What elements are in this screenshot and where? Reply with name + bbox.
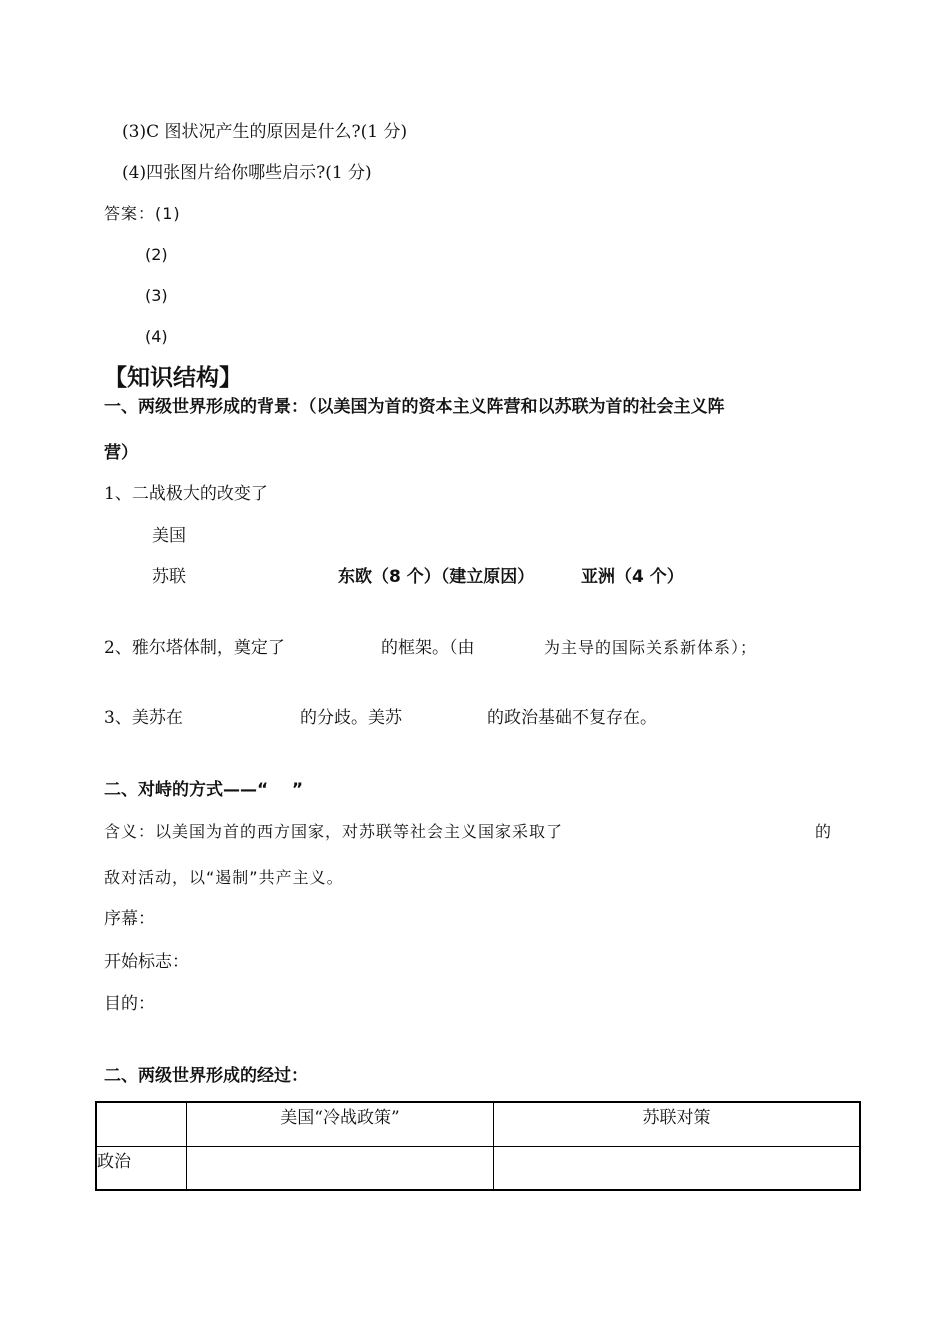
asia-note: 亚洲（4 个） [581,567,684,587]
policy-table [95,1101,861,1191]
meaning-cont: 敌对活动，以“遏制”共产主义。 [104,868,344,887]
table-cell-ussr [494,1146,861,1190]
meaning-text: 含义：以美国为首的西方国家，对苏联等社会主义国家采取了 [104,822,564,841]
item-1: 1、二战极大的改变了 [104,484,268,504]
item-3-part-c: 的政治基础不复存在。 [487,708,657,728]
label-usa: 美国 [152,526,186,546]
table-cell-usa [187,1146,494,1190]
question-3: (3)C 图状况产生的原因是什么?(1 分) [122,122,408,142]
item-3-part-a: 3、美苏在 [104,708,183,728]
item-3-part-b: 的分歧。美苏 [300,708,402,728]
answer-label: 答案：(1) [104,204,181,223]
table-row [96,1146,860,1190]
knowledge-structure-title: 【知识结构】 [104,365,242,391]
answer-2: (2) [145,245,168,264]
label-ussr: 苏联 [152,567,186,587]
purpose-label: 目的： [104,994,155,1014]
section-2-heading: 二、对峙的方式——“ ” [104,780,304,800]
section-1-heading: 一、两级世界形成的背景：（以美国为首的资本主义阵营和以苏联为首的社会主义阵 [104,397,725,417]
answer-3: (3) [145,286,168,305]
answer-4: (4) [145,327,168,346]
table-row-label: 政治 [96,1146,187,1190]
table-header-row [96,1102,860,1146]
east-europe-note: 东欧（8 个）（建立原因） [338,567,535,587]
table-corner-cell [96,1102,187,1146]
section-3-heading: 二、两级世界形成的经过： [104,1066,308,1086]
item-2-part-b: 的框架。（由 [381,638,475,658]
table-header-usa: 美国“冷战政策” [187,1102,494,1146]
section-1-heading-cont: 营） [104,443,138,463]
question-4: (4)四张图片给你哪些启示?(1 分) [122,163,372,183]
item-2-part-a: 2、雅尔塔体制，奠定了 [104,638,285,658]
meaning-tail: 的 [815,822,832,841]
table-header-ussr: 苏联对策 [494,1102,861,1146]
start-mark-label: 开始标志： [104,952,189,972]
prelude-label: 序幕： [104,909,155,929]
item-2-part-c: 为主导的国际关系新体系）； [544,638,758,657]
